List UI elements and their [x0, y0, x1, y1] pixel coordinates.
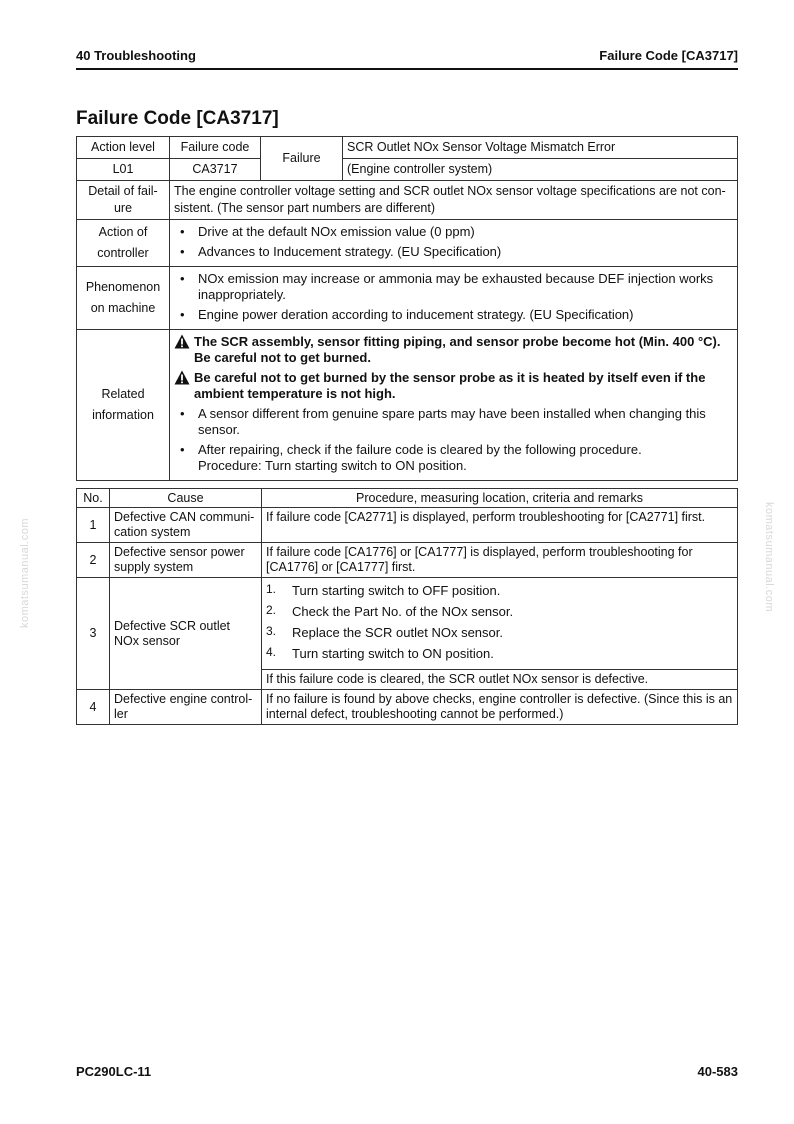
bullet-icon: • [180, 406, 185, 421]
row-number: 4 [77, 690, 110, 725]
bullet-icon: • [180, 442, 185, 457]
row-procedure: If no failure is found by above checks, engine controller is defective. (Since this is an internal defect, troubleshooting cannot be performed.) [262, 690, 738, 725]
cause-table [76, 488, 738, 725]
action-label: Action of controller [77, 220, 170, 267]
list-item: 3. Replace the SCR outlet NOx sensor. [266, 624, 503, 640]
warning-icon [174, 334, 190, 349]
action-level-header: Action level [77, 137, 170, 159]
procedure-header: Procedure, measuring location, criteria and remarks [262, 489, 738, 508]
bullet-icon: • [180, 244, 185, 259]
no-header: No. [77, 489, 110, 508]
phenomenon-label: Phenomenon on machine [77, 267, 170, 330]
warning-note: Be careful not to get burned by the sensor probe as it is heated by itself even if the ambient temperature is not high. [174, 370, 733, 402]
action-item: • Advances to Inducement strategy. (EU Specification) [180, 244, 502, 259]
bullet-icon: • [180, 307, 185, 322]
failure-code-header: Failure code [170, 137, 261, 159]
detail-label: Detail of fail-ure [77, 181, 170, 220]
warning-note: The SCR assembly, sensor fitting piping, and sensor probe become hot (Min. 400 °C). Be careful not to get burned. [174, 334, 733, 366]
failure-label: Failure [261, 137, 343, 181]
related-item: • A sensor different from genuine spare parts may have been installed when changing this sensor. [180, 406, 706, 437]
row-procedure: If failure code [CA1776] or [CA1777] is displayed, perform troubleshooting for [CA1776] or [CA1777] first. [262, 543, 738, 578]
header-section: 40 Troubleshooting [76, 48, 196, 63]
phenomenon-item: • NOx emission may increase or ammonia may be exhausted because DEF injection works inappropriately. [180, 271, 714, 302]
phenomenon-cell [170, 267, 738, 330]
action-item: • Drive at the default NOx emission value (0 ppm) [180, 224, 475, 239]
footer-page-number: 40-583 [697, 1064, 738, 1079]
phenomenon-item: • Engine power deration according to inducement strategy. (EU Specification) [180, 307, 634, 322]
table-row [77, 508, 738, 543]
failure-desc-1: SCR Outlet NOx Sensor Voltage Mismatch Error [343, 137, 738, 159]
row-number: 3 [77, 578, 110, 690]
list-item: 2. Check the Part No. of the NOx sensor. [266, 603, 514, 619]
footer-model: PC290LC-11 [76, 1064, 152, 1079]
row-cause: Defective CAN communi-cation system [110, 508, 262, 543]
detail-text: The engine controller voltage setting and SCR outlet NOx sensor voltage specifications are not con-sistent. (The sensor part numbers are different) [170, 181, 738, 220]
row-procedure: If this failure code is cleared, the SCR outlet NOx sensor is defective. [262, 670, 738, 690]
row-cause: Defective SCR outlet NOx sensor [110, 578, 262, 690]
watermark-right: komatsumanual.com [763, 502, 775, 612]
warning-icon [174, 370, 190, 385]
row-number: 1 [77, 508, 110, 543]
failure-info-table [76, 136, 738, 481]
action-cell [170, 220, 738, 267]
related-label: Related information [77, 330, 170, 481]
row-steps [262, 578, 738, 670]
row-procedure: If failure code [CA2771] is displayed, perform troubleshooting for [CA2771] first. [262, 508, 738, 543]
table-row [77, 543, 738, 578]
related-cell [170, 330, 738, 481]
header-code-title: Failure Code [CA3717] [599, 48, 738, 63]
page-title: Failure Code [CA3717] [76, 108, 279, 129]
procedure-note: Procedure: Turn starting switch to ON position. [198, 458, 467, 473]
watermark-left: komatsumanual.com [19, 518, 31, 628]
table-row [77, 690, 738, 725]
cause-header: Cause [110, 489, 262, 508]
page-header [76, 48, 738, 70]
row-number: 2 [77, 543, 110, 578]
list-item: 4. Turn starting switch to ON position. [266, 645, 494, 661]
bullet-icon: • [180, 224, 185, 239]
failure-desc-2: (Engine controller system) [343, 159, 738, 181]
failure-code-value: CA3717 [170, 159, 261, 181]
row-cause: Defective sensor power supply system [110, 543, 262, 578]
action-level-value: L01 [77, 159, 170, 181]
related-item: • After repairing, check if the failure code is cleared by the following procedure. Procedure: Turn starting switch to ON position. [180, 442, 642, 473]
table-row [77, 578, 738, 670]
bullet-icon: • [180, 271, 185, 286]
list-item: 1. Turn starting switch to OFF position. [266, 582, 501, 598]
row-cause: Defective engine control-ler [110, 690, 262, 725]
